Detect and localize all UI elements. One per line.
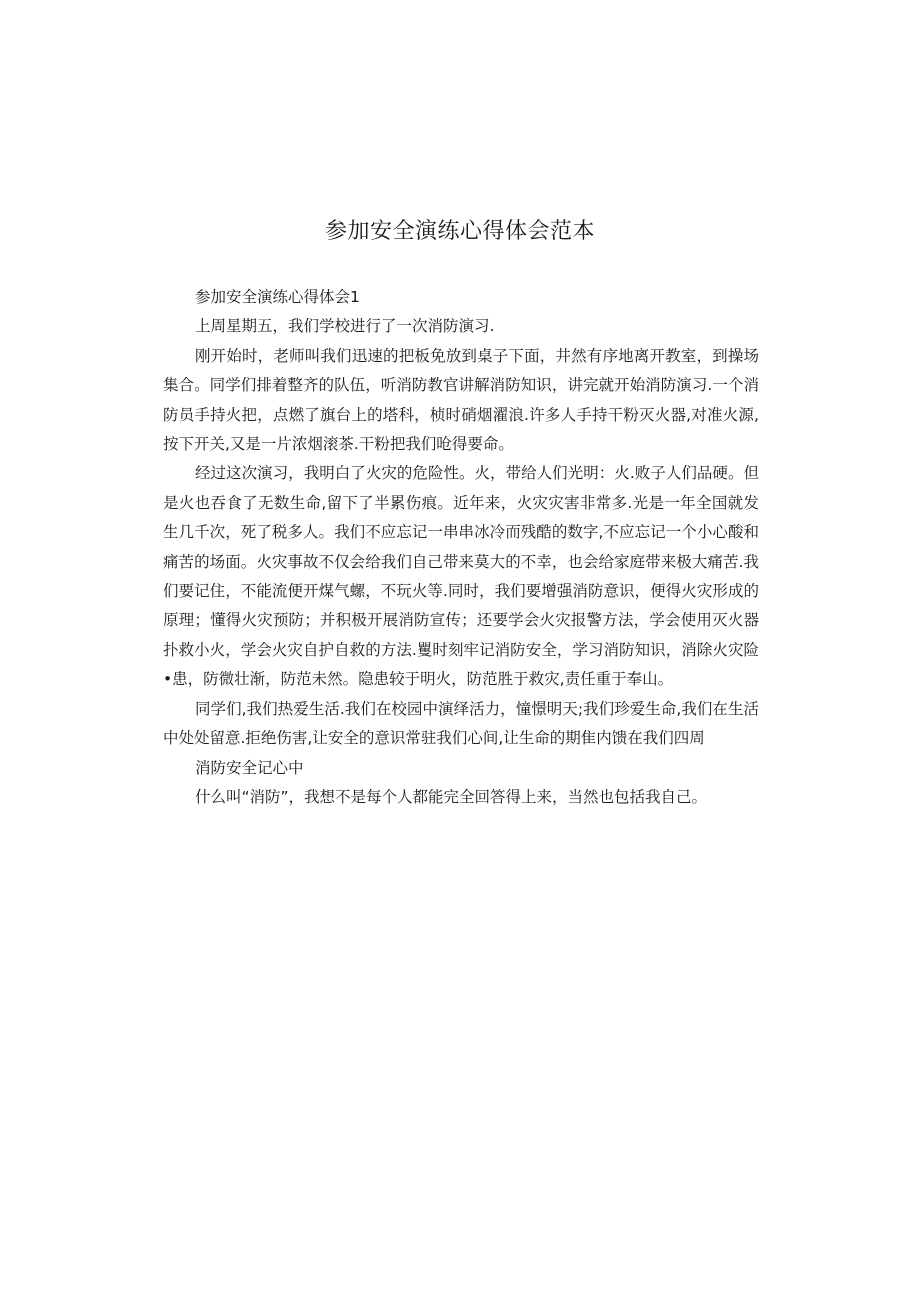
paragraph: 经过这次演习，我明白了火灾的危险性。火，带给人们光明：火.败子人们品硬。但是火也吞食了无数生命,留下了半累伤痕。近年来，火灾灾害非常多.光是一年全国就发生几千次，死了税多人。我们不应忘记一串串冰冷而残酷的数字,不应忘记一个小心酸和痛苦的场面。火灾事故不仅会给我们自己带来莫大的不幸，也会给家庭带来极大痛苦.我们要记住，不能流便开煤气螺，不玩火等.同时，我们要增强消防意识，便得火灾形成的原理；懂得火灾预防；并积极开展消防宣传；还要学会火灾报警方法，学会使用灭火器扑救小火，学会火灾自护自救的方法.矍时刻牢记消防安全，学习消防知识，消除火灾险•患，防微壮渐，防范未然。隐患较于明火，防范胜于救灾,责任重于奉山。 [163,464,759,689]
document-body [163,283,759,812]
paragraph: 上周星期五，我们学校进行了一次消防演习. [195,317,495,336]
paragraph: 刚开始时，老师叫我们迅速的把板免放到桌子下面，井然有序地离开教室，到操场集合。同学们排着整齐的队伍，听消防教官讲解消防知识，讲完就开始消防演习.一个消防员手持火把，点燃了旗台上的塔科，桢时硝烟濯浪.许多人手持干粉灭火器,对准火源,按下开关,又是一片浓烟滚茶.干粉把我们呛得要命。 [163,346,759,454]
paragraph: 什么叫“消防”，我想不是每个人都能完全回答得上来，当然也包括我自己。 [195,787,708,806]
section-heading: 消防安全记心中 [195,758,304,777]
section-heading: 参加安全演练心得体会1 [195,288,360,306]
paragraph: 同学们,我们热爱生活.我们在校园中演绎活力，憧憬明天;我们珍爱生命,我们在生活中处处留意.拒绝伤害,让安全的意识常驻我们心间,让生命的期隹内馈在我们四周 [163,699,759,748]
document-title: 参加安全演练心得体会范本 [324,219,595,244]
